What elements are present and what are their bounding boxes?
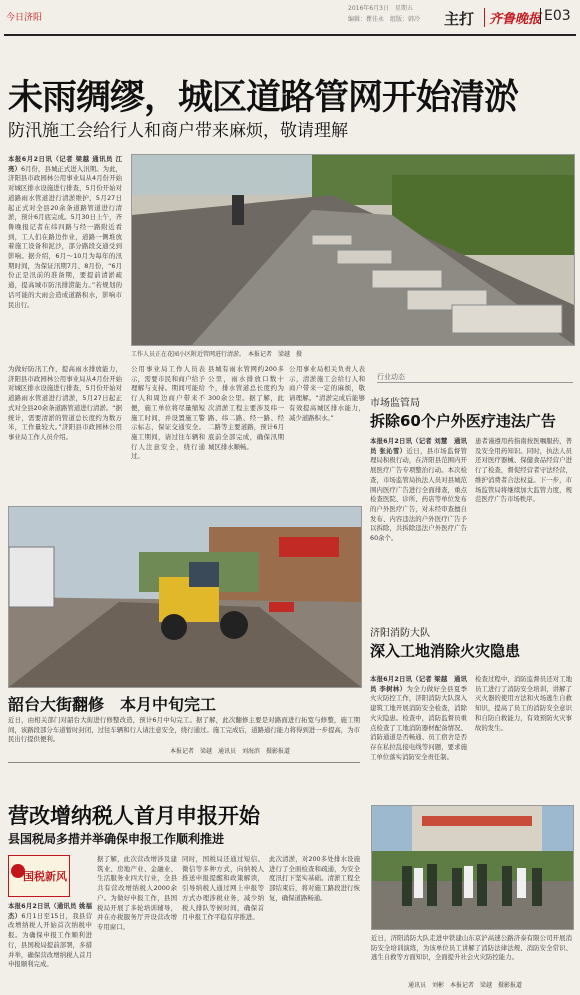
side-story-1-col-2: 患者谨遵用药指南按医嘱服药，普及安全用药知识。同时，执法人员还对医疗器械、保健食品经营户进行了检查，督促经营者守法经营，维护消费者合法权益。下一步，市场监管局将继续加大监管力度，规范医疗广告市场秩序。 [475, 437, 572, 504]
page-header [0, 0, 580, 33]
side-byline-1: 本报6月2日讯（记者 刘慧 通讯员 张沁雪） [370, 437, 467, 455]
side-tag: 行业动态 [377, 372, 573, 383]
lead-column-2: 为做好防汛工作，提高雨水排放能力，济阳县市政园林公用事业局从4月份开始对城区排水设施进行排查，5月份开始对道路雨水管道进行清淤，5月27日起正式对全县20余条道路管道进行清淤。“据统计，需要清淤的管道总长度约为数万米，工作量较大。”济阳县市政园林公用事业局工作人员介绍。 [8, 365, 122, 441]
tax-column-1 [8, 902, 92, 990]
tax-logo [8, 855, 70, 897]
side-byline-2: 本报6月2日讯（记者 梁越 通讯员 李树林） [370, 675, 467, 693]
road-photo [8, 506, 362, 688]
side-story-2-text-1: 为全力做好全县夏季火灾防控工作，济阳消防大队深入建筑工地开展消防安全检查，消除火灾隐患。检查中，消防监督员重点检查了工地消防器材配备情况、消防通道是否畅通、员工宿舍是否存在私拉乱接电线等问题，要求施工单位落实消防安全责任制。 [370, 684, 467, 761]
side-story-1-col-1 [370, 437, 467, 607]
side-kicker-2: 济阳消防大队 [370, 628, 430, 639]
road-repair-image [9, 507, 361, 687]
lead-headline: 未雨绸缪，城区道路管网开始清淤 [8, 78, 519, 118]
fire-photo-credit: 通讯员 刘彬 本报记者 梁越 摄影报道 [408, 982, 523, 989]
side-story-1-text-1: 近日，县市场监督管理局积极行动，在济阳县范围内开展医疗广告专项整治行动。本次检查，市场监管局执法人员对县城范围内医疗广告进行全面排查，重点检查医院、诊所、药店等单位发布的户外医疗广告，对未经审查擅自发布、内容违法的户外医疗广告予以拆除，共拆除违法户外医疗广告60余个。 [370, 446, 467, 543]
lead-subhead: 防汛施工会给行人和商户带来麻烦，敬请理解 [8, 121, 348, 141]
section-divider [8, 762, 360, 763]
lead-photo-caption: 工作人员正在花园小区附近管网进行清淤。 本报记者 梁越 摄 [131, 351, 303, 358]
pipe-cleaning-photo [132, 155, 574, 345]
lead-column-4: 县城有雨水管网约200多公里，雨水排放口数十个，排水管道总长度约为300余公里。据了解，此次清淤工程主要涉及纬一路、纬二路、经一路、经二路等主要道路，预计6月底前全部完成，确保汛期城区排水顺畅。 [208, 365, 284, 451]
fire-photo-caption: 近日，济阳消防大队走进中铁建山东京沪高速公路济泰有限公司开展消防安全培训演练，为该单位员工讲解了消防法律法规、消防安全常识、逃生自救等方面知识，全面提升社会火灾防控能力。 [371, 934, 572, 962]
section-label: 今日济阳 [6, 13, 43, 23]
tax-subhead: 县国税局多措并举确保申报工作顺利推进 [8, 832, 225, 846]
road-credit: 本报记者 梁越 通讯员 刘海滨 摄影报道 [170, 748, 291, 755]
tax-column-4: 此次清淤，对200多处排水设施进行了全面检查和疏通，为安全度汛打下坚实基础。清淤工程全部结束后，将对施工路段进行恢复，确保道路畅通。 [269, 855, 360, 902]
side-story-2-col-1 [370, 675, 467, 790]
side-headline-2: 深入工地消除火灾隐患 [370, 642, 521, 660]
lead-col1-text: 6月份，县城正式进入汛期。为此，济阳县市政园林公用事业局从4月份开始对城区排水设施进行排查，5月份开始对道路雨水管道进行清淤维护，5月27日起正式对全县20余条道路管道进行清淤，预计6月底完成。5月30日上午，齐鲁晚报记者在纬四路与经一路附近看到，工人们在路边作业，道路一侧堆放着施工设备和泥沙，部分路段交通受到影响。据介绍，6月～10月为每年的汛期时间，为保证汛期7月、8月份，“6月份正是汛前的准备期，要提前清淤疏通，提高城市防汛排涝能力。”若规划的话可能的大雨会造成道路积水，影响市民出行。 [8, 164, 122, 309]
header-rule [4, 34, 576, 36]
lead-photo [131, 154, 575, 346]
lead-column-5: 公用事业局相关负责人表示，清淤施工会给行人和商户带来一定的麻烦，敬请理解。“清淤完成后能够有效提高城区排水能力，减少道路积水。” [289, 365, 365, 422]
road-body: 近日，由相关部门对韶台大街进行修整改造，预计6月中旬完工。据了解，此次翻修主要是对路面进行拓宽与修整，施工期间，该路段部分车道暂时封闭，过往车辆和行人请注意安全，绕行通过。施工完成后，道路通行能力将得到进一步提高，为市民出行提供便利。 [8, 716, 360, 744]
tax-byline: 本报6月2日讯（通讯员 姚福杰） [8, 902, 92, 920]
brand-logo: 齐鲁晚报 [484, 8, 541, 27]
lead-column-3: 公用事业局工作人员表示，需要市民和商户给予理解与支持。期间可能给行人和周边商户带来不便，施工单位将尽量缩短施工时间，并设置施工警示标志，保证交通安全。施工期间，请过往车辆和行人注意安全，绕行通过。 [131, 365, 205, 461]
editor-credit: 编辑：瞿佳永 组版：韩冷 [348, 16, 421, 23]
tax-column-2: 据了解，此次营改增涉及建筑业、房地产业、金融业、生活服务业四大行业，全县共有营改增纳税人2000余户。为做好申报工作，县国税局开展了多轮培训辅导，并在办税服务厅开设营改增专用窗口。 [97, 855, 177, 931]
side-kicker-1: 市场监管局 [370, 398, 420, 409]
fire-training-image [372, 806, 573, 929]
fire-training-photo [371, 805, 574, 930]
tax-logo-text: 国税新风 [23, 870, 67, 883]
issue-date: 2016年6月3日 星期五 [348, 5, 413, 12]
road-headline: 韶台大街翻修 本月中旬完工 [8, 695, 217, 714]
side-story-2-col-2: 检查过程中，消防监督员还对工地员工进行了消防安全培训，讲解了灭火器的使用方法和火场逃生自救知识，提高了员工的消防安全意识和自防自救能力，有效预防火灾事故的发生。 [475, 675, 572, 732]
host-label: 主打 [444, 10, 475, 28]
tax-column-3: 同时，国税局还通过短信、微信等多种方式，向纳税人推送申报提醒和政策解读，引导纳税人通过网上申报等方式办理涉税业务，减少纳税人排队等候时间，确保首月申报工作平稳有序推进。 [182, 855, 264, 922]
lead-byline: 本报6月2日讯（记者 梁越 通讯员 江亮） [8, 155, 122, 173]
tax-col1-text: 6月1日至15日，我县营改增纳税人开始首次纳税申报。为确保申报工作顺利进行，县国税局提前部署，多措并举，确保营改增纳税人首月申报顺利完成。 [8, 911, 92, 969]
tax-headline: 营改增纳税人首月申报开始 [8, 804, 260, 828]
page-number: E03 [540, 8, 571, 24]
side-headline-1: 拆除60个户外医疗违法广告 [370, 412, 556, 430]
